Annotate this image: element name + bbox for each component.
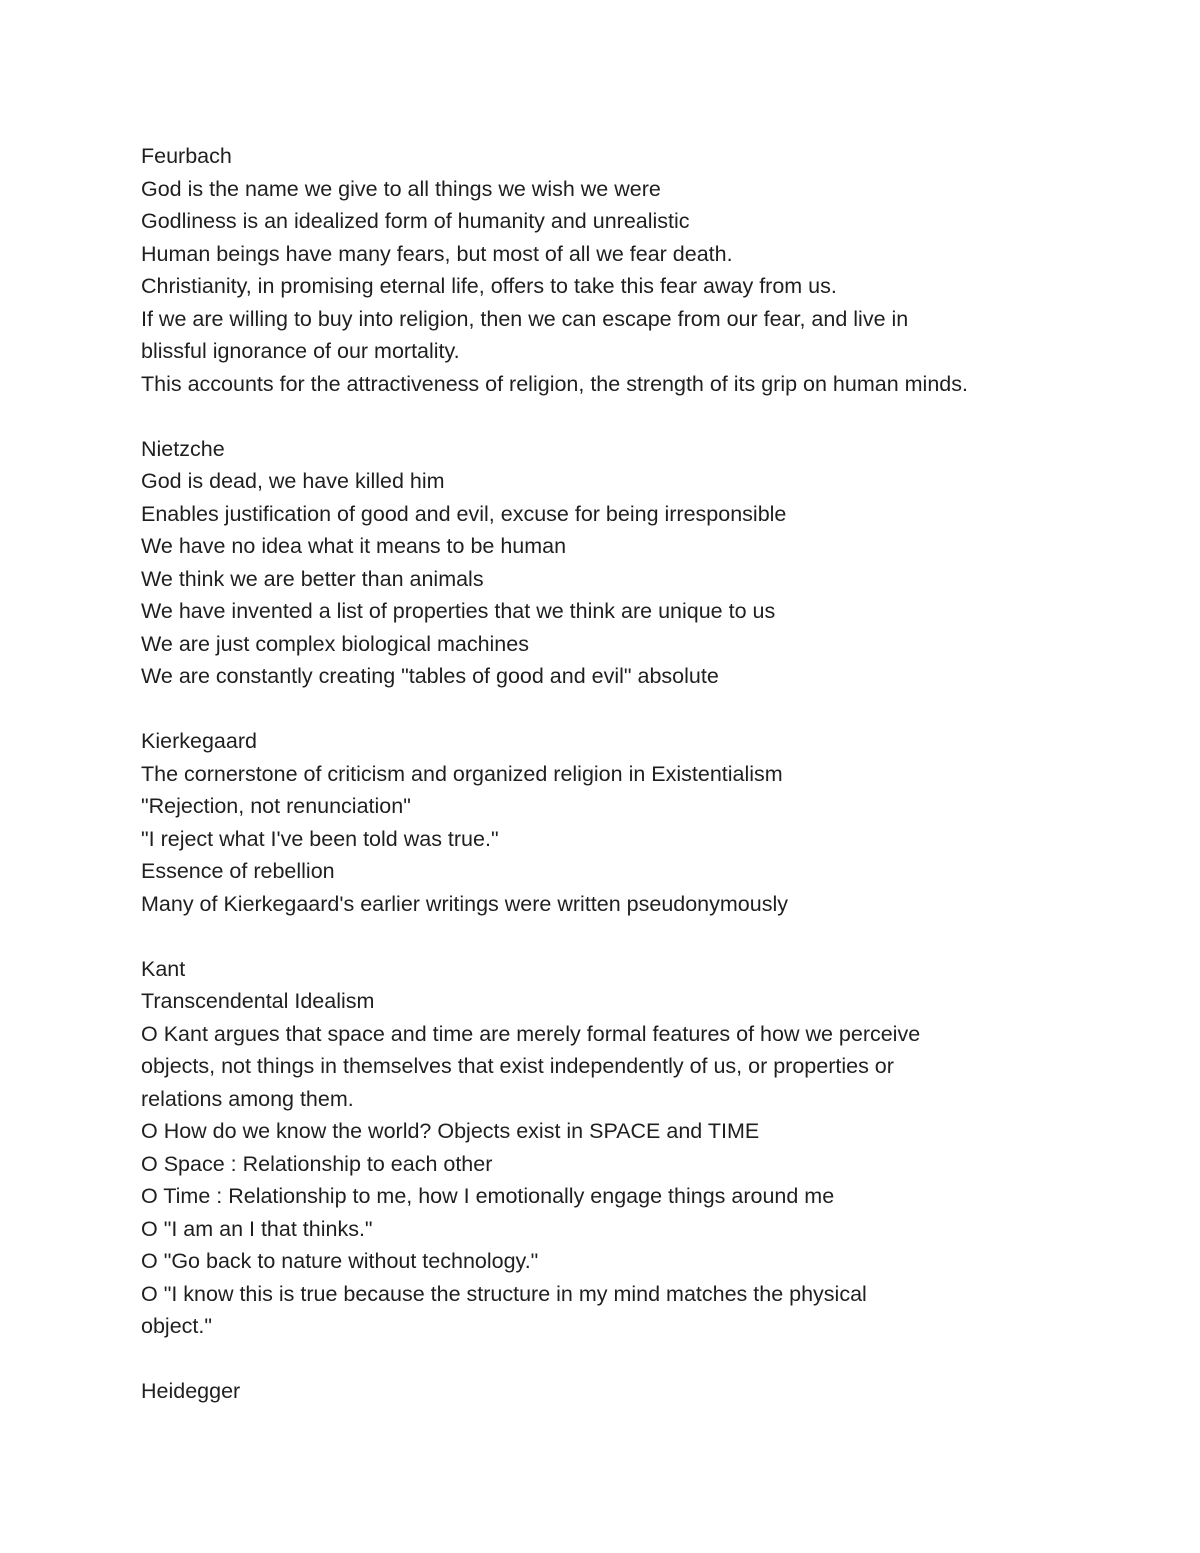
text-line: "Rejection, not renunciation" [141, 794, 411, 818]
text-line: O Time : Relationship to me, how I emotionally engage things around me [141, 1184, 835, 1208]
text-line: Transcendental Idealism [141, 989, 375, 1013]
text-line: "I reject what I've been told was true." [141, 826, 499, 851]
section-feurbach [141, 140, 1071, 400]
document-body [141, 140, 1071, 1408]
text-line: objects, not things in themselves that exist independently of us, or properties or [141, 1054, 894, 1078]
section-nietzche [141, 433, 1071, 693]
section-kierkegaard [141, 725, 1071, 920]
text-line: O "I am an I that thinks." [141, 1216, 373, 1241]
text-line: We are constantly creating "tables of good and evil" absolute [141, 664, 719, 688]
section-spacer [141, 1343, 1071, 1376]
text-line: The cornerstone of criticism and organized religion in Existentialism [141, 761, 783, 786]
text-line: O "I know this is true because the structure in my mind matches the physical [141, 1281, 867, 1306]
text-line: We are just complex biological machines [141, 631, 529, 656]
text-line: Human beings have many fears, but most of all we fear death. [141, 241, 733, 266]
text-line: We have no idea what it means to be human [141, 534, 567, 558]
section-heading: Feurbach [141, 144, 232, 168]
section-heading: Kierkegaard [141, 729, 257, 753]
text-line: Enables justification of good and evil, excuse for being irresponsible [141, 501, 787, 526]
section-heading: Heidegger [141, 1379, 241, 1403]
text-line: God is dead, we have killed him [141, 469, 445, 493]
section-kant [141, 953, 1071, 1343]
text-line: Many of Kierkegaard's earlier writings were written pseudonymously [141, 891, 788, 916]
text-line: object." [141, 1314, 212, 1338]
section-heidegger [141, 1375, 1071, 1408]
section-spacer [141, 400, 1071, 433]
section-heading: Nietzche [141, 436, 225, 461]
text-line: O "Go back to nature without technology." [141, 1249, 539, 1273]
text-line: blissful ignorance of our mortality. [141, 339, 460, 363]
text-line: God is the name we give to all things we wish we were [141, 176, 661, 201]
section-spacer [141, 920, 1071, 953]
text-line: Godliness is an idealized form of humanity and unrealistic [141, 209, 690, 233]
text-line: We think we are better than animals [141, 566, 484, 591]
text-line: O How do we know the world? Objects exist in SPACE and TIME [141, 1119, 760, 1143]
section-spacer [141, 693, 1071, 726]
section-heading: Kant [141, 956, 186, 981]
text-line: Essence of rebellion [141, 859, 335, 883]
text-line: We have invented a list of properties that we think are unique to us [141, 599, 776, 623]
text-line: Christianity, in promising eternal life, offers to take this fear away from us. [141, 274, 837, 298]
text-line: O Space : Relationship to each other [141, 1151, 493, 1176]
text-line: O Kant argues that space and time are merely formal features of how we perceive [141, 1021, 921, 1046]
text-line: If we are willing to buy into religion, then we can escape from our fear, and live in [141, 306, 909, 331]
text-line: This accounts for the attractiveness of religion, the strength of its grip on human minds. [141, 371, 968, 396]
text-line: relations among them. [141, 1086, 354, 1111]
